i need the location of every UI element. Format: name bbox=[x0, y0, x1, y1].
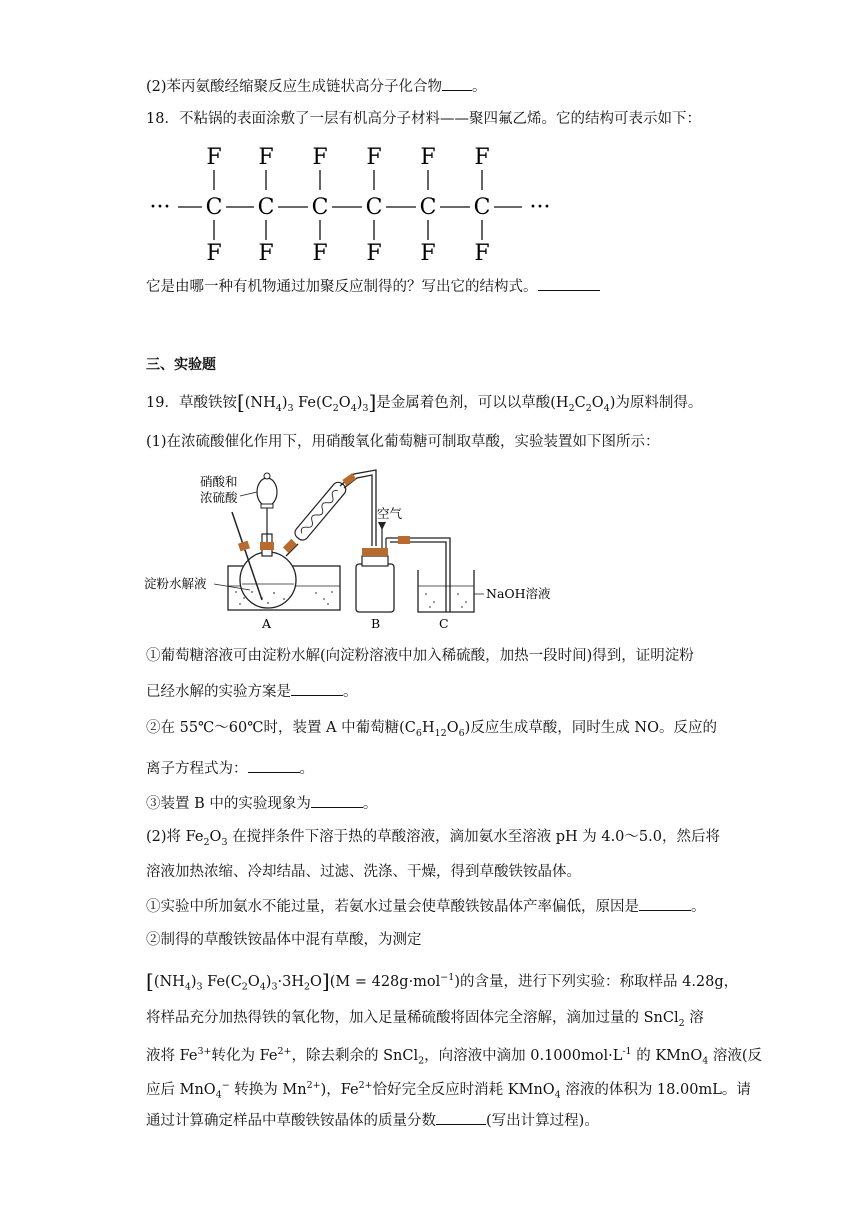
part2-q2-line6 bbox=[146, 1110, 599, 1131]
label-starch: 淀粉水解液 bbox=[144, 576, 207, 591]
t6c: )，Fe bbox=[320, 1081, 359, 1098]
answer-blank[interactable] bbox=[538, 276, 600, 291]
t4-text: 将样品充分加热得铁的氧化物，加入足量稀硫酸将固体完全溶解，滴加过量的 SnCl bbox=[146, 1010, 679, 1026]
answer-blank[interactable] bbox=[291, 681, 343, 696]
sub-q3 bbox=[146, 793, 377, 814]
answer-blank[interactable] bbox=[311, 793, 363, 808]
carbon-atom: C bbox=[419, 195, 437, 220]
t6b: 转换为 Mn bbox=[229, 1081, 307, 1098]
q18-question bbox=[146, 276, 600, 297]
q19-stem: 19．草酸铁铵[$(NH_4)_3$ $Fe(C_2O_4)_3$]是金属着色剂，可以以草酸$(H_2C_2O_4)$为原料制得。 bbox=[146, 390, 703, 414]
carbon-atom: C bbox=[365, 195, 383, 220]
punct: 。 bbox=[472, 79, 487, 95]
carbon-atom: C bbox=[473, 195, 491, 220]
label-naoh: NaOH溶液 bbox=[486, 586, 551, 601]
t5e: 的 KMnO bbox=[631, 1047, 703, 1064]
part2-line1: (2)将 $Fe_2O_3$ 在搅拌条件下溶于热的草酸溶液，滴加氨水至溶液 pH 为 4.0～5.0，然后将 bbox=[146, 829, 720, 848]
label-air: 空气 bbox=[377, 506, 403, 521]
t7-end: (写出计算过程)。 bbox=[486, 1113, 599, 1129]
part2-q1 bbox=[146, 896, 706, 917]
carbon-atom: C bbox=[205, 195, 223, 220]
chain-dots-left: ··· bbox=[149, 195, 171, 220]
q19-suffix: 为原料制得。 bbox=[615, 395, 703, 411]
sub-q2-line2 bbox=[146, 758, 314, 779]
t5a: 液将 Fe bbox=[146, 1047, 198, 1064]
t5b: 转化为 Fe bbox=[211, 1047, 278, 1064]
sub-q3-text: ③装置 B 中的实验现象为 bbox=[146, 796, 311, 812]
label-acid-1: 硝酸和 bbox=[200, 474, 238, 489]
part2-q2-suffix: 的含量，进行下列实验：称取样品 4.28g， bbox=[459, 973, 739, 990]
sub-q1-line2 bbox=[146, 681, 358, 702]
fluorine-atom-top: F bbox=[366, 145, 382, 170]
fluorine-atom-bottom: F bbox=[258, 241, 274, 266]
part2-prefix: (2)将 Fe bbox=[146, 829, 204, 845]
part2-q2-line5: 应后 MnO$_4$− 转换为 $Mn^{2+}$)，$Fe^{2+}$恰好完全反应时消耗 KMnO$_4$ 溶液的体积为 18.00mL。请 bbox=[146, 1080, 751, 1101]
q17-part2 bbox=[146, 76, 487, 97]
part2-line2: 溶液加热浓缩、冷却结晶、过滤、洗涤、干燥，得到草酸铁铵晶体。 bbox=[146, 864, 581, 880]
part2-suffix: 在搅拌条件下溶于热的草酸溶液，滴加氨水至溶液 pH 为 4.0～5.0，然后将 bbox=[227, 829, 720, 845]
label-C: C bbox=[439, 616, 449, 631]
t6a: 应后 MnO bbox=[146, 1081, 216, 1098]
fluorine-atom-bottom: F bbox=[206, 241, 222, 266]
sub-q1-text: 已经水解的实验方案是 bbox=[146, 684, 291, 700]
q17-part2-text: (2)苯丙氨酸经缩聚反应生成链状高分子化合物 bbox=[146, 79, 443, 95]
punct: 。 bbox=[691, 899, 706, 915]
q19-mid: 是金属着色剂，可以以草酸 bbox=[376, 395, 551, 411]
t7-text: 通过计算确定样品中草酸铁铵晶体的质量分数 bbox=[146, 1113, 436, 1129]
apparatus-figure bbox=[140, 462, 560, 634]
answer-blank[interactable] bbox=[639, 896, 691, 911]
part1-stem: (1)在浓硫酸催化作用下，用硝酸氧化葡萄糖可制取草酸，实验装置如下图所示： bbox=[146, 434, 660, 450]
answer-blank[interactable] bbox=[248, 758, 300, 773]
section-title: 三、实验题 bbox=[146, 357, 216, 373]
fluorine-atom-top: F bbox=[258, 145, 274, 170]
q18-stem: 18．不粘锅的表面涂敷了一层有机高分子材料——聚四氟乙烯。它的结构可表示如下： bbox=[146, 111, 701, 127]
part2-q1-text: ①实验中所加氨水不能过量，若氨水过量会使草酸铁铵晶体产率偏低，原因是 bbox=[146, 899, 639, 915]
answer-blank[interactable] bbox=[436, 1110, 486, 1125]
t5d: ，向溶液中滴加 0.1000mol·L bbox=[424, 1047, 623, 1064]
sub-q1-line1: ①葡萄糖溶液可由淀粉水解(向淀粉溶液中加入稀硫酸，加热一段时间)得到，证明淀粉 bbox=[146, 648, 694, 664]
sub-q2-line1: ②在 55℃～60℃时，装置 A 中葡萄糖$(C_6H_{12}O_6)$反应生成草酸，同时生成 NO。反应的 bbox=[146, 720, 717, 739]
label-A: A bbox=[262, 616, 272, 631]
t6d: 恰好完全反应时消耗 KMnO bbox=[372, 1081, 555, 1098]
part2-q2-line3: 将样品充分加热得铁的氧化物，加入足量稀硫酸将固体完全溶解，滴加过量的 SnCl$_2$ 溶 bbox=[146, 1010, 704, 1029]
punct: 。 bbox=[362, 796, 378, 812]
t6e: 溶液的体积为 18.00mL。请 bbox=[560, 1081, 751, 1098]
sub-q2-text: 离子方程式为： bbox=[146, 761, 248, 777]
fluorine-atom-bottom: F bbox=[474, 241, 490, 266]
q19-prefix: 19．草酸铁铵 bbox=[146, 395, 237, 411]
chain-dots-right: ··· bbox=[529, 195, 551, 220]
punct: 。 bbox=[343, 684, 358, 700]
carbon-atom: C bbox=[311, 195, 329, 220]
part2-q2-line2: [$(NH_4)_3$ $Fe(C_2O_4)_3\cdot 3H_2O](M = 428g\cdot mol^{-1})$的含量，进行下列实验：称取样品 4.28g， bbox=[146, 968, 739, 993]
fluorine-atom-top: F bbox=[312, 145, 328, 170]
label-acid-2: 浓硫酸 bbox=[200, 490, 238, 505]
t5f: 溶液(反 bbox=[708, 1047, 763, 1064]
fluorine-atom-bottom: F bbox=[366, 241, 382, 266]
answer-blank[interactable] bbox=[442, 76, 472, 91]
q18-question-text: 它是由哪一种有机物通过加聚反应制得的？写出它的结构式。 bbox=[146, 279, 538, 295]
label-B: B bbox=[371, 616, 381, 631]
t4-end: 溶 bbox=[684, 1010, 704, 1026]
part2-q2-line1: ②制得的草酸铁铵晶体中混有草酸，为测定 bbox=[146, 932, 422, 948]
sub-q2-prefix: ②在 55℃～60℃时，装置 A 中葡萄糖 bbox=[146, 720, 400, 736]
punct: 。 bbox=[299, 761, 314, 777]
sub-q2-suffix: 反应生成草酸，同时生成 NO。反应的 bbox=[470, 720, 717, 736]
part2-q2-line4: 液将 $Fe^{3+}$转化为 $Fe^{2+}$，除去剩余的 SnCl$_2$，向溶液中滴加 $0.1000mol\cdot L^{-1}$ 的 KMnO$_4$ 溶液(反 bbox=[146, 1046, 763, 1067]
fluorine-atom-bottom: F bbox=[420, 241, 436, 266]
fluorine-atom-top: F bbox=[420, 145, 436, 170]
fluorine-atom-bottom: F bbox=[312, 241, 328, 266]
fluorine-atom-top: F bbox=[474, 145, 490, 170]
carbon-atom: C bbox=[257, 195, 275, 220]
ptfe-structure bbox=[140, 140, 580, 270]
fluorine-atom-top: F bbox=[206, 145, 222, 170]
t5c: ，除去剩余的 SnCl bbox=[291, 1047, 419, 1064]
